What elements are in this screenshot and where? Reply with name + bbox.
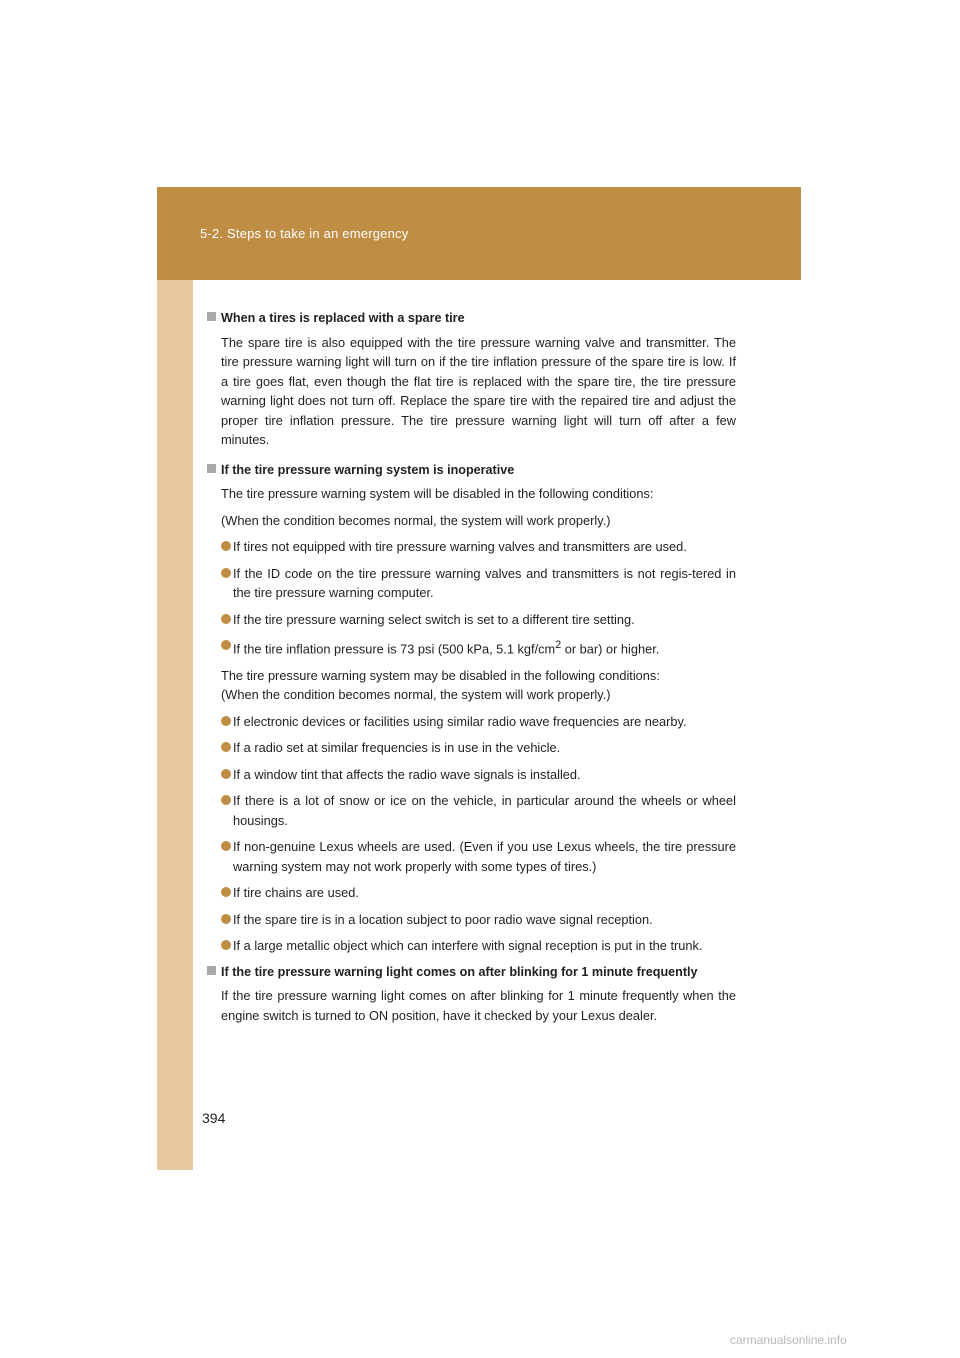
bullet-dot-icon	[221, 742, 231, 752]
page-content	[207, 309, 736, 1032]
bullet-dot-icon	[221, 769, 231, 779]
list-item-text	[233, 636, 736, 659]
paragraph: The spare tire is also equipped with the tire pressure warning valve and transmitter. The tire pressure warning light will turn on if the tire inflation pressure of the spare tire is low. If a tire goes flat, even though the flat tire is replaced with the spare tire, the tire pressure warning light does not turn off. Replace the spare tire with the repaired tire and adjust the proper tire inflation pressure. The tire pressure warning light will turn off after a few minutes.	[221, 334, 736, 447]
bullet-dot-icon	[221, 640, 231, 650]
heading-text: If the tire pressure warning system is inoperative	[221, 462, 515, 477]
list-item-text: If electronic devices or facilities using similar radio wave frequencies are nearby.	[233, 713, 687, 729]
side-strip	[157, 187, 193, 1170]
heading-square-icon	[207, 312, 216, 321]
list-item-text: If a radio set at similar frequencies is in use in the vehicle.	[233, 740, 561, 756]
list-item-text: If a window tint that affects the radio wave signals is installed.	[233, 766, 581, 782]
bullet-dot-icon	[221, 568, 231, 578]
list-item	[221, 537, 736, 557]
paragraph: (When the condition becomes normal, the system will work properly.)	[221, 687, 611, 703]
list-item	[221, 712, 736, 732]
list-item	[221, 936, 736, 956]
list-item	[221, 910, 736, 930]
pressure-text-end: or bar) or higher.	[561, 641, 660, 657]
list-item	[221, 883, 736, 903]
list-item-text: If the ID code on the tire pressure warning valves and transmitters is not regis-tered in the tire pressure warning computer.	[233, 565, 736, 600]
paragraph: The tire pressure warning system will be disabled in the following conditions:	[221, 486, 654, 501]
list-item-text: If tires not equipped with tire pressure warning valves and transmitters are used.	[233, 539, 687, 554]
section-title: 5-2. Steps to take in an emergency	[200, 226, 409, 241]
heading-square-icon	[207, 464, 216, 473]
pressure-text: If the tire inflation pressure is 73 psi (500 kPa, 5.1 kgf/cm	[233, 641, 556, 657]
heading-text: When a tires is replaced with a spare tire	[221, 311, 465, 325]
list-item-text: If there is a lot of snow or ice on the vehicle, in particular around the wheels or wheel housings.	[233, 793, 736, 828]
paragraph: The tire pressure warning system may be disabled in the following conditions:	[221, 667, 660, 683]
watermark: carmanualsonline.info	[730, 1333, 847, 1347]
list-item-text: If the tire pressure warning select switch is set to a different tire setting.	[233, 611, 635, 627]
list-item	[221, 564, 736, 603]
paragraph: If the tire pressure warning light comes on after blinking for 1 minute frequently when the engine switch is turned to ON position, have it checked by your Lexus dealer.	[221, 988, 736, 1023]
list-item	[221, 610, 736, 630]
list-item-text: If non-genuine Lexus wheels are used. (Even if you use Lexus wheels, the tire pressure warning system may not work properly with some types of tires.)	[233, 839, 736, 874]
section-heading	[207, 963, 736, 983]
list-item-text: If the spare tire is in a location subject to poor radio wave signal reception.	[233, 911, 653, 927]
bullet-dot-icon	[221, 795, 231, 805]
bullet-dot-icon	[221, 887, 231, 897]
heading-square-icon	[207, 966, 216, 975]
list-item-text: If tire chains are used.	[233, 885, 359, 901]
list-item	[221, 837, 736, 876]
bullet-dot-icon	[221, 541, 231, 551]
paragraph: (When the condition becomes normal, the system will work properly.)	[221, 512, 611, 528]
bullet-dot-icon	[221, 716, 231, 726]
list-item	[221, 765, 736, 785]
superscript: 2	[555, 639, 562, 651]
bullet-dot-icon	[221, 841, 231, 851]
list-item	[221, 636, 736, 659]
list-item	[221, 791, 736, 830]
bullet-dot-icon	[221, 914, 231, 924]
list-item-text: If a large metallic object which can interfere with signal reception is put in the trunk.	[233, 938, 703, 954]
heading-text: If the tire pressure warning light comes on after blinking for 1 minute frequently	[221, 964, 698, 979]
bullet-dot-icon	[221, 940, 231, 950]
bullet-dot-icon	[221, 614, 231, 624]
section-heading	[207, 309, 736, 329]
list-item	[221, 738, 736, 758]
section-heading	[207, 461, 736, 481]
page-number: 394	[202, 1110, 226, 1126]
